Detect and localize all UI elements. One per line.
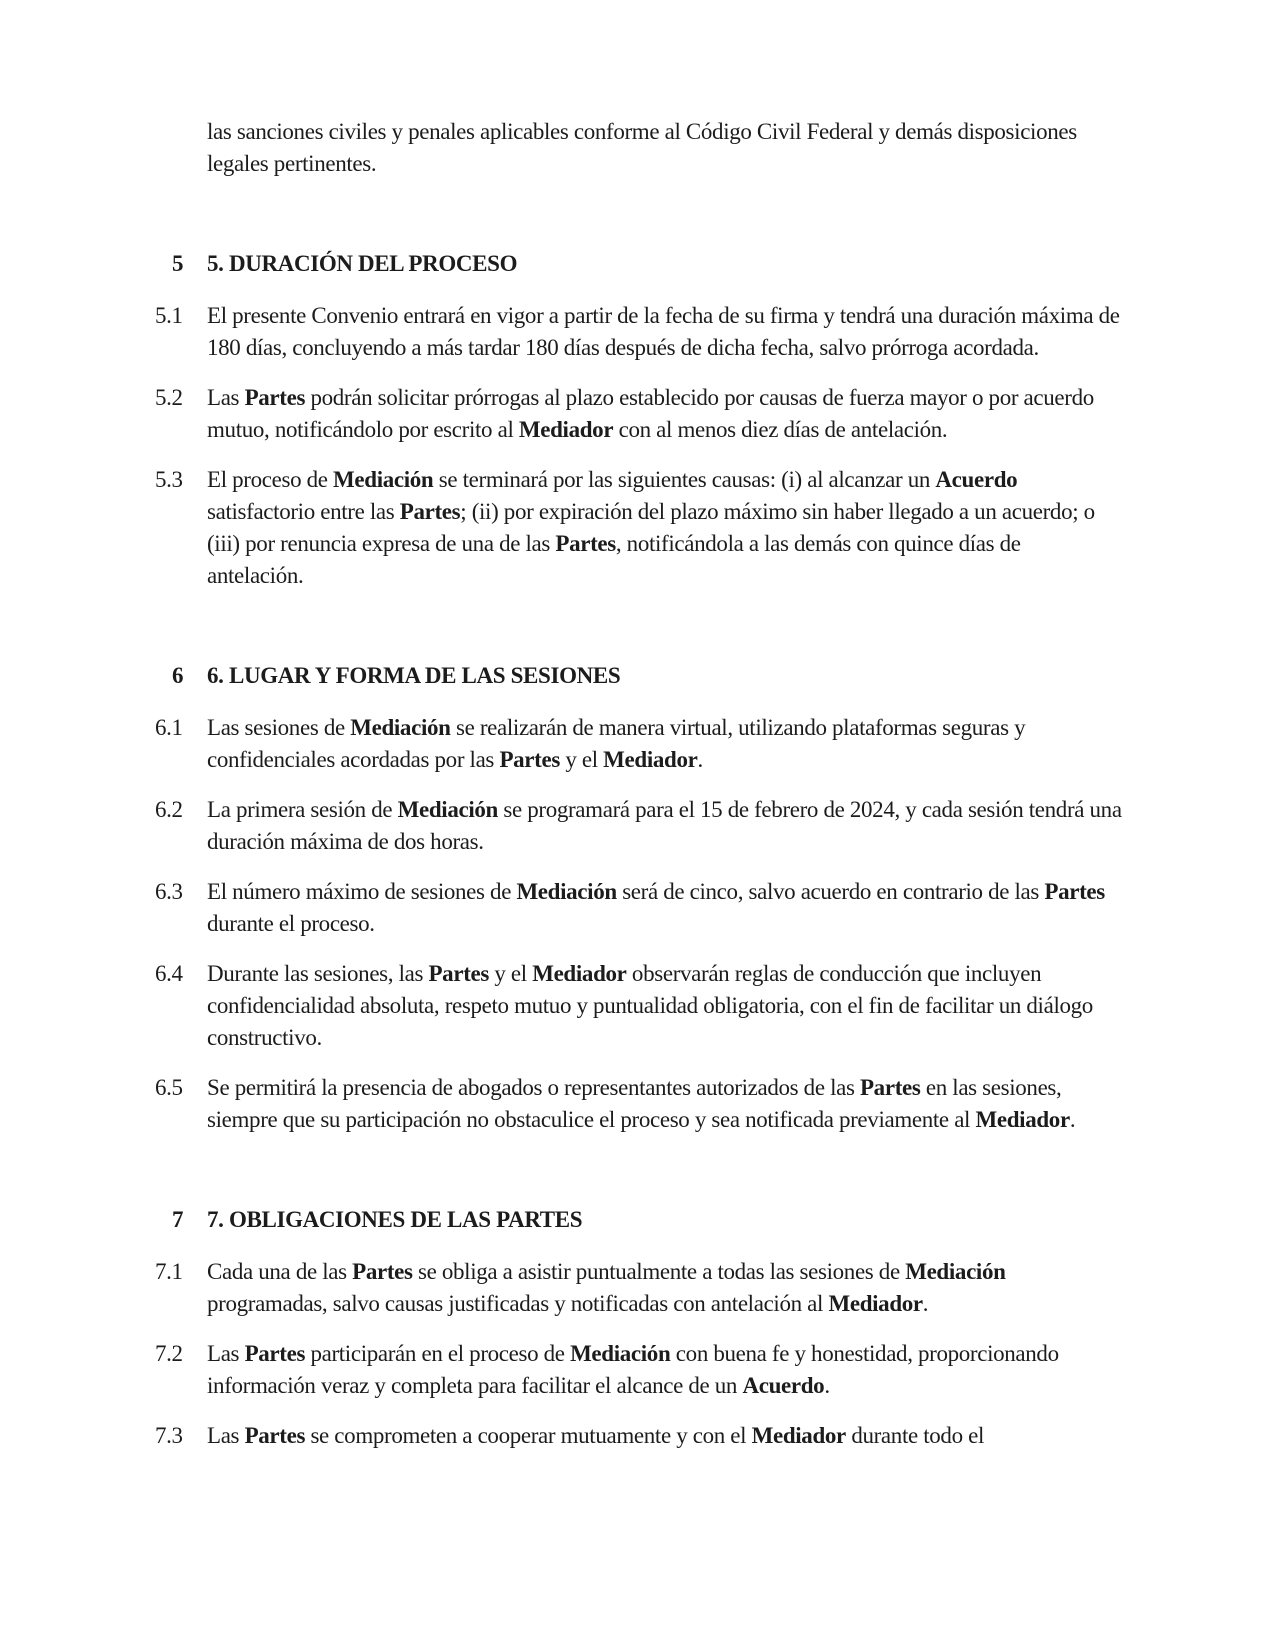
clause-item-7.3 xyxy=(155,1420,1275,1452)
clause-number: 6.2 xyxy=(155,797,183,822)
clause-item-7.2 xyxy=(155,1338,1275,1402)
text-run: Mediador xyxy=(975,1107,1070,1132)
text-run: Partes xyxy=(244,1423,306,1448)
text-run: se obliga a asistir puntualmente a todas las sesiones de xyxy=(412,1259,906,1284)
clause-text xyxy=(207,1072,1122,1136)
document-section-6 xyxy=(0,660,1275,1136)
section-heading-text: 6. LUGAR Y FORMA DE LAS SESIONES xyxy=(207,663,621,688)
section-heading-text: 7. OBLIGACIONES DE LAS PARTES xyxy=(207,1207,583,1232)
text-run: Las xyxy=(207,1423,245,1448)
clause-number: 5.2 xyxy=(155,385,183,410)
text-run: Partes xyxy=(244,1341,306,1366)
text-run: Las xyxy=(207,385,245,410)
text-run: y el xyxy=(488,961,533,986)
clause-text xyxy=(207,464,1122,592)
text-run: se realizarán de manera virtual, utilizando plataformas seguras y confidenciales acordadas por las xyxy=(207,715,1026,772)
text-run: Mediación xyxy=(516,879,617,904)
text-run: . xyxy=(1069,1107,1076,1132)
document-section-5 xyxy=(0,248,1275,592)
paragraph-continuation xyxy=(207,116,1122,180)
clause-number: 5.1 xyxy=(155,303,183,328)
clause-text xyxy=(207,382,1122,446)
clause-item-6.1 xyxy=(155,712,1275,776)
clause-item-6.3 xyxy=(155,876,1275,940)
clause-number: 6.4 xyxy=(155,961,183,986)
text-run: Mediación xyxy=(570,1341,671,1366)
section-heading-row xyxy=(172,660,1275,692)
text-run: La primera sesión de xyxy=(207,797,398,822)
clause-item-5.1 xyxy=(155,300,1275,364)
text-run: Las sesiones de xyxy=(207,715,351,740)
clause-item-6.4 xyxy=(155,958,1275,1054)
text-run: ; (ii) por expiración del plazo máximo sin haber llegado a un acuerdo; o (iii) por renuncia expresa de una de las xyxy=(207,499,1095,556)
text-run: programadas, salvo causas justificadas y notificadas con antelación al xyxy=(207,1291,829,1316)
section-heading-number: 6 xyxy=(172,663,184,688)
text-run: Mediación xyxy=(397,797,498,822)
section-heading-number: 7 xyxy=(172,1207,184,1232)
text-run: Partes xyxy=(399,499,461,524)
text-run: Mediador xyxy=(532,961,627,986)
document-body xyxy=(0,116,1275,1452)
clause-text xyxy=(207,876,1122,940)
text-run: durante el proceso. xyxy=(207,911,375,936)
clause-number: 6.5 xyxy=(155,1075,183,1100)
text-run: se programará para el 15 de febrero de 2024, y cada sesión tendrá una duración máxima de dos horas. xyxy=(207,797,1122,854)
text-run: Las xyxy=(207,1341,245,1366)
text-run: con al menos diez días de antelación. xyxy=(613,417,948,442)
clause-text xyxy=(207,958,1122,1054)
clause-number: 6.1 xyxy=(155,715,183,740)
text-run: satisfactorio entre las xyxy=(207,499,400,524)
text-run: El número máximo de sesiones de xyxy=(207,879,517,904)
text-run: Se permitirá la presencia de abogados o representantes autorizados de las xyxy=(207,1075,860,1100)
text-run: se comprometen a cooperar mutuamente y con el xyxy=(305,1423,752,1448)
clause-text xyxy=(207,300,1122,364)
text-run: Mediación xyxy=(333,467,434,492)
text-run: las sanciones civiles y penales aplicables conforme al Código Civil Federal y demás disposiciones legales pertinentes. xyxy=(207,119,1077,176)
text-run: , notificándola a las demás con quince días de antelación. xyxy=(207,531,1021,588)
text-run: . xyxy=(922,1291,929,1316)
text-run: Cada una de las xyxy=(207,1259,353,1284)
text-run: Mediación xyxy=(905,1259,1006,1284)
text-run: durante todo el xyxy=(845,1423,985,1448)
clause-number: 6.3 xyxy=(155,879,183,904)
clause-number: 7.2 xyxy=(155,1341,183,1366)
text-run: será de cinco, salvo acuerdo en contrario de las xyxy=(616,879,1045,904)
text-run: Mediación xyxy=(350,715,451,740)
text-run: Mediador xyxy=(518,417,614,442)
text-run: Partes xyxy=(499,747,560,772)
text-run: . xyxy=(824,1373,830,1398)
clause-item-7.1 xyxy=(155,1256,1275,1320)
text-run: Mediador xyxy=(603,747,698,772)
section-heading-row xyxy=(172,248,1275,280)
text-run: El presente Convenio entrará en vigor a partir de la fecha de su firma y tendrá una duración máxima de 180 días, concluyendo a más tardar 180 días después de dicha fecha, salvo prórroga acordada. xyxy=(207,303,1120,360)
text-run: Partes xyxy=(555,531,616,556)
text-run: Mediador xyxy=(751,1423,846,1448)
section-heading-text: 5. DURACIÓN DEL PROCESO xyxy=(207,251,518,276)
clause-item-5.2 xyxy=(155,382,1275,446)
clause-number: 7.3 xyxy=(155,1423,183,1448)
section-heading-row xyxy=(172,1204,1275,1236)
text-run: se terminará por las siguientes causas: (i) al alcanzar un xyxy=(433,467,936,492)
text-run: Partes xyxy=(428,961,489,986)
clause-number: 5.3 xyxy=(155,467,183,492)
text-run: El proceso de xyxy=(207,467,334,492)
text-run: Acuerdo xyxy=(742,1373,825,1398)
clause-text xyxy=(207,1338,1122,1402)
clause-item-6.2 xyxy=(155,794,1275,858)
clause-text xyxy=(207,1420,1122,1452)
text-run: Mediador xyxy=(828,1291,923,1316)
clause-number: 7.1 xyxy=(155,1259,183,1284)
text-run: participarán en el proceso de xyxy=(305,1341,571,1366)
clause-text xyxy=(207,1256,1122,1320)
text-run: Durante las sesiones, las xyxy=(207,961,429,986)
text-run: podrán solicitar prórrogas al plazo establecido por causas de fuerza mayor o por acuerdo mutuo, notificándolo por escrito al xyxy=(207,385,1094,442)
text-run: y el xyxy=(559,747,604,772)
text-run: . xyxy=(697,747,703,772)
text-run: con buena fe y honestidad, proporcionando información veraz y completa para facilitar el alcance de un xyxy=(207,1341,1059,1398)
section-heading-number: 5 xyxy=(172,251,184,276)
text-run: Partes xyxy=(352,1259,413,1284)
text-run: en las sesiones, siempre que su participación no obstaculice el proceso y sea notificada previamente al xyxy=(207,1075,1062,1132)
clause-text xyxy=(207,794,1122,858)
text-run: Acuerdo xyxy=(935,467,1018,492)
text-run: Partes xyxy=(1044,879,1105,904)
clause-item-6.5 xyxy=(155,1072,1275,1136)
clause-item-5.3 xyxy=(155,464,1275,592)
document-section-7 xyxy=(0,1204,1275,1452)
text-run: observarán reglas de conducción que incluyen confidencialidad absoluta, respeto mutuo y puntualidad obligatoria, con el fin de facilitar un diálogo constructivo. xyxy=(207,961,1093,1050)
clause-text xyxy=(207,712,1122,776)
text-run: Partes xyxy=(859,1075,921,1100)
text-run: Partes xyxy=(244,385,306,410)
